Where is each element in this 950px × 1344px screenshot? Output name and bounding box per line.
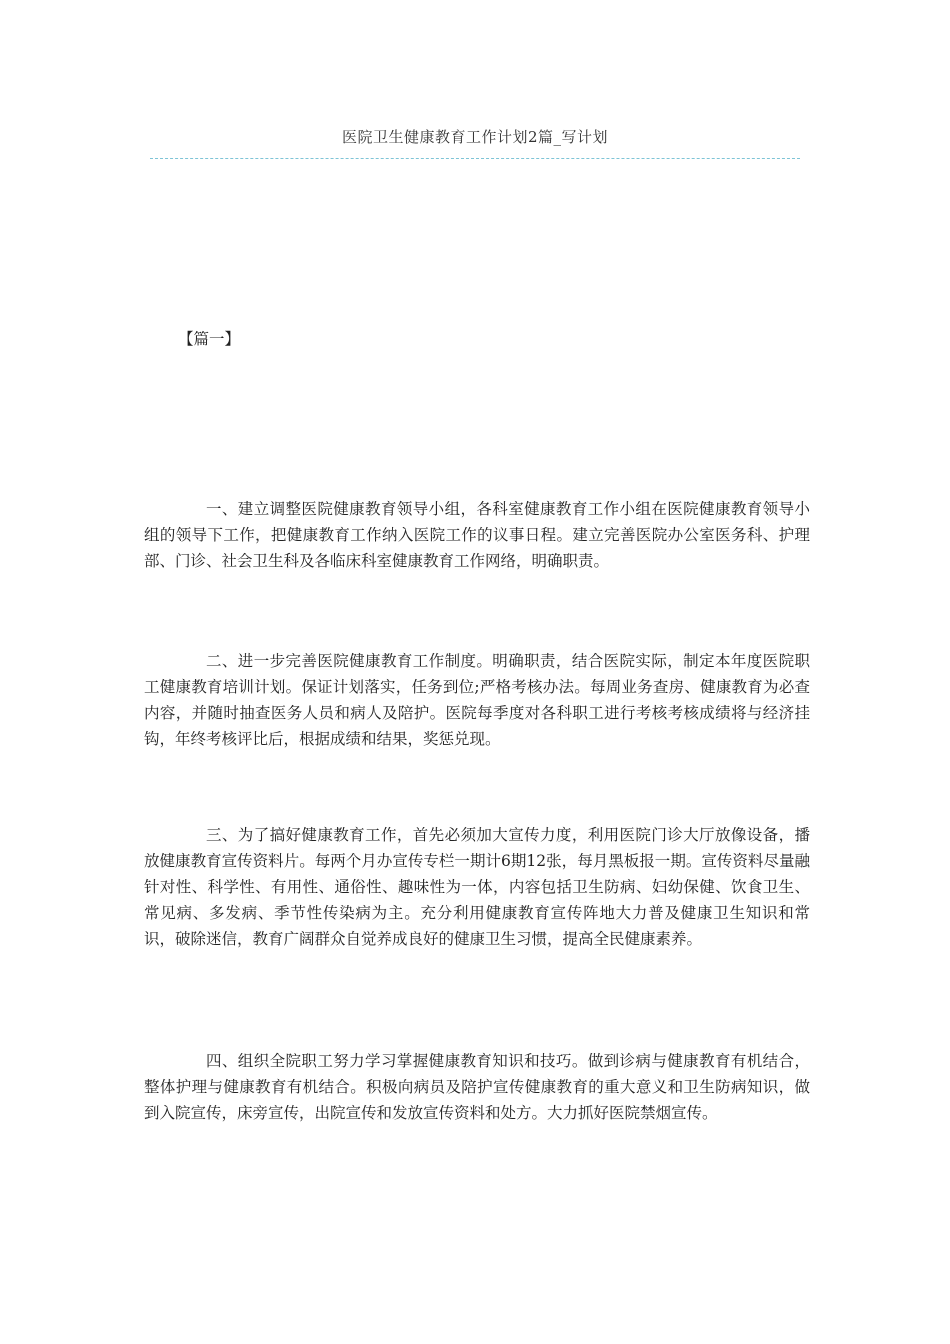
paragraph-1: 一、建立调整医院健康教育领导小组，各科室健康教育工作小组在医院健康教育领导小组的领导下工作，把健康教育工作纳入医院工作的议事日程。建立完善医院办公室医务科、护理部、门诊、社会卫生科及各临床科室健康教育工作网络，明确职责。 — [144, 500, 810, 570]
title-divider — [150, 158, 800, 159]
paragraph-3: 三、为了搞好健康教育工作，首先必须加大宣传力度，利用医院门诊大厅放像设备，播放健康教育宣传资料片。每两个月办宣传专栏一期计6期12张，每月黑板报一期。宣传资料尽量融针对性、科学性、有用性、通俗性、趣味性为一体，内容包括卫生防病、妇幼保健、饮食卫生、常见病、多发病、季节性传染病为主。充分利用健康教育宣传阵地大力普及健康卫生知识和常识，破除迷信，教育广阔群众自觉养成良好的健康卫生习惯，提高全民健康素养。 — [144, 826, 810, 948]
section-label: 【篇一】 — [178, 330, 241, 348]
paragraph-4: 四、组织全院职工努力学习掌握健康教育知识和技巧。做到诊病与健康教育有机结合，整体护理与健康教育有机结合。积极向病员及陪护宣传健康教育的重大意义和卫生防病知识，做到入院宣传，床旁宣传，出院宣传和发放宣传资料和处方。大力抓好医院禁烟宣传。 — [144, 1052, 810, 1122]
paragraph-2: 二、进一步完善医院健康教育工作制度。明确职责，结合医院实际，制定本年度医院职工健康教育培训计划。保证计划落实，任务到位;严格考核办法。每周业务查房、健康教育为必查内容，并随时抽查医务人员和病人及陪护。医院每季度对各科职工进行考核考核成绩将与经济挂钩，年终考核评比后，根据成绩和结果，奖惩兑现。 — [144, 652, 810, 748]
document-title: 医院卫生健康教育工作计划2篇_写计划 — [341, 128, 609, 146]
